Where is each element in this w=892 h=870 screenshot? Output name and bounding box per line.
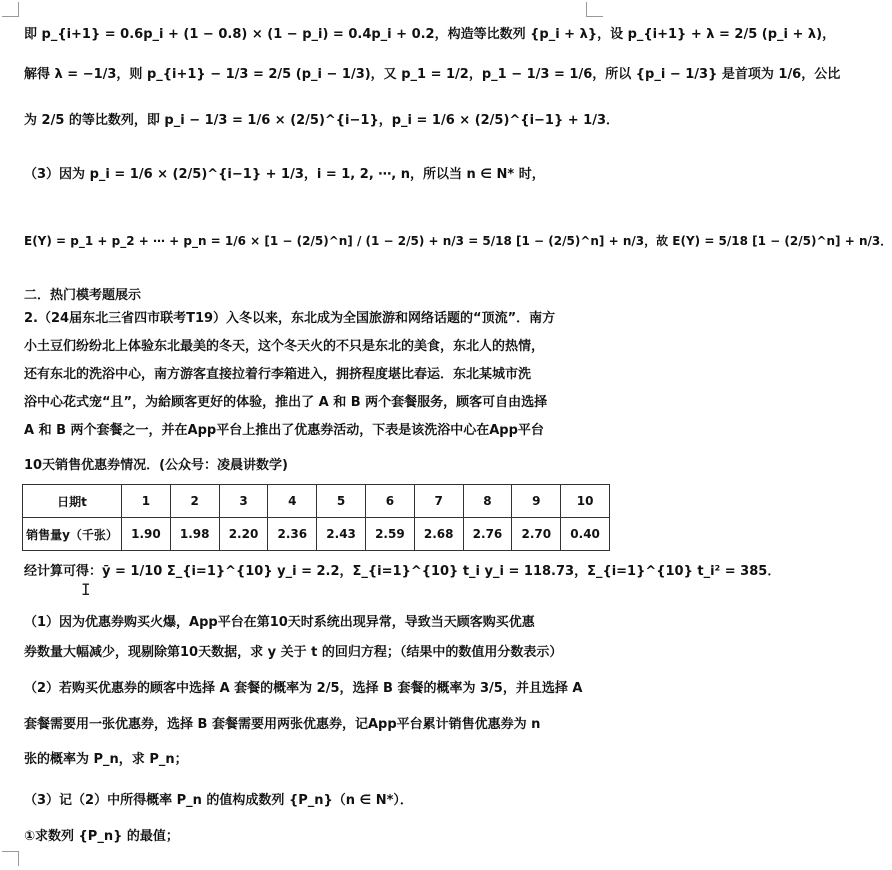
day-cell: 3 <box>219 485 268 518</box>
row-label-sales: 销售量y（千张） <box>23 518 122 551</box>
solution-line-2: 解得 λ = −1/3，则 p_{i+1} − 1/3 = 2/5 (p_i − 1/3)，又 p_1 = 1/2，p_1 − 1/3 = 1/6，所以 {p_i − 1/3} 是首项为 1/6，公比 <box>24 67 841 82</box>
problem-line-4: 浴中心花式宠“且”，为給顾客更好的体验，推出了 A 和 B 两个套餐服务，顾客可自由选择 <box>24 395 548 410</box>
day-cell: 2 <box>170 485 219 518</box>
sales-cell: 2.76 <box>463 518 512 551</box>
day-cell: 4 <box>268 485 317 518</box>
sales-table <box>22 484 610 551</box>
sales-cell: 2.20 <box>219 518 268 551</box>
question-3-part-1: ①求数列 {P_n} 的最值； <box>24 829 179 844</box>
sales-cell: 0.40 <box>561 518 610 551</box>
solution-line-4: （3）因为 p_i = 1/6 × (2/5)^{i−1} + 1/3，i = 1, 2, ⋯, n，所以当 n ∈ N* 时， <box>24 167 545 182</box>
table-row-sales <box>23 518 610 551</box>
problem-line-2: 小土豆们纷纷北上体验东北最美的冬天，这个冬天火的不只是东北的美食，东北人的热情， <box>24 339 545 354</box>
row-label-date: 日期t <box>23 485 122 518</box>
question-2-line-3: 张的概率为 P_n，求 P_n； <box>24 752 188 767</box>
problem-line-5: A 和 B 两个套餐之一，并在App平台上推出了优惠券活动，下表是该洗浴中心在App平台 <box>24 423 544 438</box>
sales-cell: 2.59 <box>365 518 414 551</box>
question-1-line-1: （1）因为优惠券购买火爆，App平台在第10天时系统出现异常，导致当天顾客购买优惠 <box>24 615 535 630</box>
problem-line-3: 还有东北的洗浴中心，南方游客直接拉着行李箱进入，拥挤程度堪比春运．东北某城市洗 <box>24 367 532 382</box>
question-3-line: （3）记（2）中所得概率 P_n 的值构成数列 {P_n}（n ∈ N*）． <box>24 793 413 808</box>
sales-cell: 2.68 <box>414 518 463 551</box>
question-2-line-2: 套餐需要用一张优惠券，选择 B 套餐需要用两张优惠券，记App平台累计销售优惠券为 n <box>24 717 541 732</box>
page-corner-mark-top-left <box>2 2 19 17</box>
day-cell: 1 <box>122 485 171 518</box>
sales-cell: 2.70 <box>512 518 561 551</box>
day-cell: 5 <box>317 485 366 518</box>
day-cell: 7 <box>414 485 463 518</box>
day-cell: 8 <box>463 485 512 518</box>
problem-line-1: 2.（24届东北三省四市联考T19）入冬以来，东北成为全国旅游和网络话题的“顶流”．南方 <box>24 311 556 326</box>
page-corner-mark-top-right <box>586 2 603 17</box>
sales-cell: 2.43 <box>317 518 366 551</box>
solution-line-3: 为 2/5 的等比数列，即 p_i − 1/3 = 1/6 × (2/5)^{i−1}，p_i = 1/6 × (2/5)^{i−1} + 1/3． <box>24 113 619 128</box>
calc-line: 经计算可得：ȳ = 1/10 Σ_{i=1}^{10} y_i = 2.2，Σ_{i=1}^{10} t_i y_i = 118.73，Σ_{i=1}^{10} t_i² = 385． <box>24 564 781 579</box>
sales-cell: 2.36 <box>268 518 317 551</box>
question-1-line-2: 券数量大幅减少，现剔除第10天数据，求 y 关于 t 的回归方程；（结果中的数值用分数表示） <box>24 645 563 660</box>
day-cell: 10 <box>561 485 610 518</box>
sales-cell: 1.98 <box>170 518 219 551</box>
page-corner-mark-bottom-left <box>2 851 19 866</box>
sales-cell: 1.90 <box>122 518 171 551</box>
solution-line-5: E(Y) = p_1 + p_2 + ⋯ + p_n = 1/6 × [1 − (2/5)^n] / (1 − 2/5) + n/3 = 5/18 [1 − (2/5)^n] + n/3，故 E(Y) = 5/18 [1 − (2/5)^n] + n/3． <box>24 234 892 248</box>
problem-line-6: 10天销售优惠券情况．(公众号：凌晨讲数学) <box>24 458 288 473</box>
day-cell: 6 <box>365 485 414 518</box>
solution-line-1: 即 p_{i+1} = 0.6p_i + (1 − 0.8) × (1 − p_i) = 0.4p_i + 0.2，构造等比数列 {p_i + λ}，设 p_{i+1} + λ = 2/5 (p_i + λ)， <box>24 27 836 42</box>
table-row-days <box>23 485 610 518</box>
section-title: 二．热门模考题展示 <box>24 288 142 303</box>
text-cursor-icon: I <box>81 580 91 599</box>
question-2-line-1: （2）若购买优惠券的顾客中选择 A 套餐的概率为 2/5，选择 B 套餐的概率为 3/5，并且选择 A <box>24 681 583 696</box>
day-cell: 9 <box>512 485 561 518</box>
